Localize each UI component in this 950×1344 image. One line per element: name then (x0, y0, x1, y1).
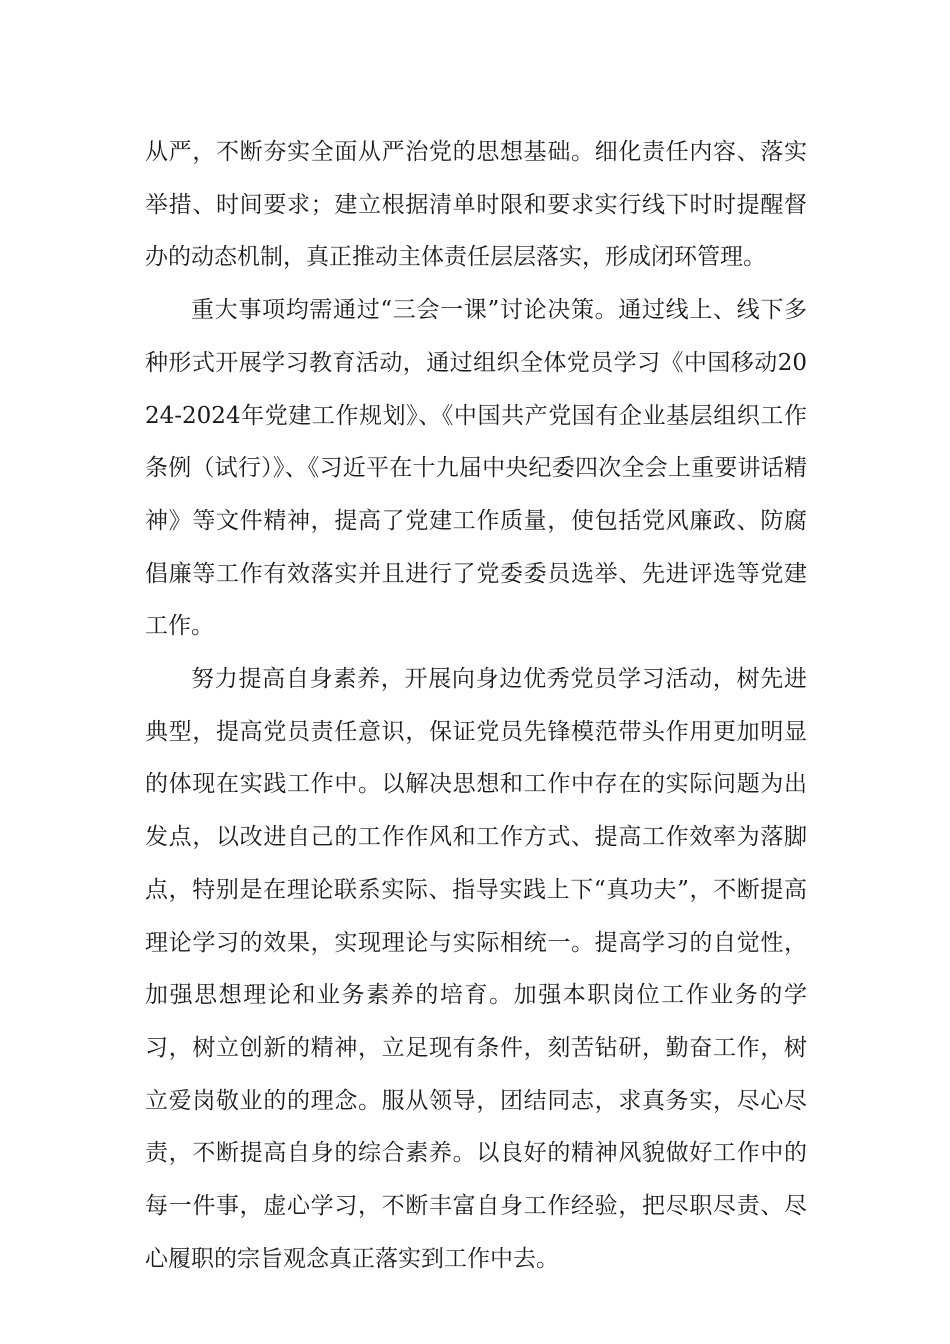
paragraph-1: 从严，不断夯实全面从严治党的思想基础。细化责任内容、落实举措、时间要求；建立根据清单时限和要求实行线下时时提醒督办的动态机制，真正推动主体责任层层落实，形成闭环管理。 (145, 139, 807, 271)
paragraph-2: 重大事项均需通过“三会一课”讨论决策。通过线上、线下多种形式开展学习教育活动，通过组织全体党员学习《中国移动2024-2024年党建工作规划》、《中国共产党国有企业基层组织工作条例（试行）》、《习近平在十九届中央纪委四次全会上重要讲话精神》等文件精神，提高了党建工作质量，使包括党风廉政、防腐倡廉等工作有效落实并且进行了党委委员选举、先进评选等党建工作。 (145, 297, 807, 640)
document-body (145, 126, 807, 1285)
paragraph-3: 努力提高自身素养，开展向身边优秀党员学习活动，树先进典型，提高党员责任意识，保证党员先锋模范带头作用更加明显的体现在实践工作中。以解决思想和工作中存在的实际问题为出发点，以改进自己的工作作风和工作方式、提高工作效率为落脚点，特别是在理论联系实际、指导实践上下“真功夫”，不断提高理论学习的效果，实现理论与实际相统一。提高学习的自觉性，加强思想理论和业务素养的培育。加强本职岗位工作业务的学习，树立创新的精神，立足现有条件，刻苦钻研，勤奋工作，树立爱岗敬业的的理念。服从领导，团结同志，求真务实，尽心尽责，不断提高自身的综合素养。以良好的精神风貌做好工作中的每一件事，虚心学习，不断丰富自身工作经验，把尽职尽责、尽心履职的宗旨观念真正落实到工作中去。 (145, 666, 807, 1272)
